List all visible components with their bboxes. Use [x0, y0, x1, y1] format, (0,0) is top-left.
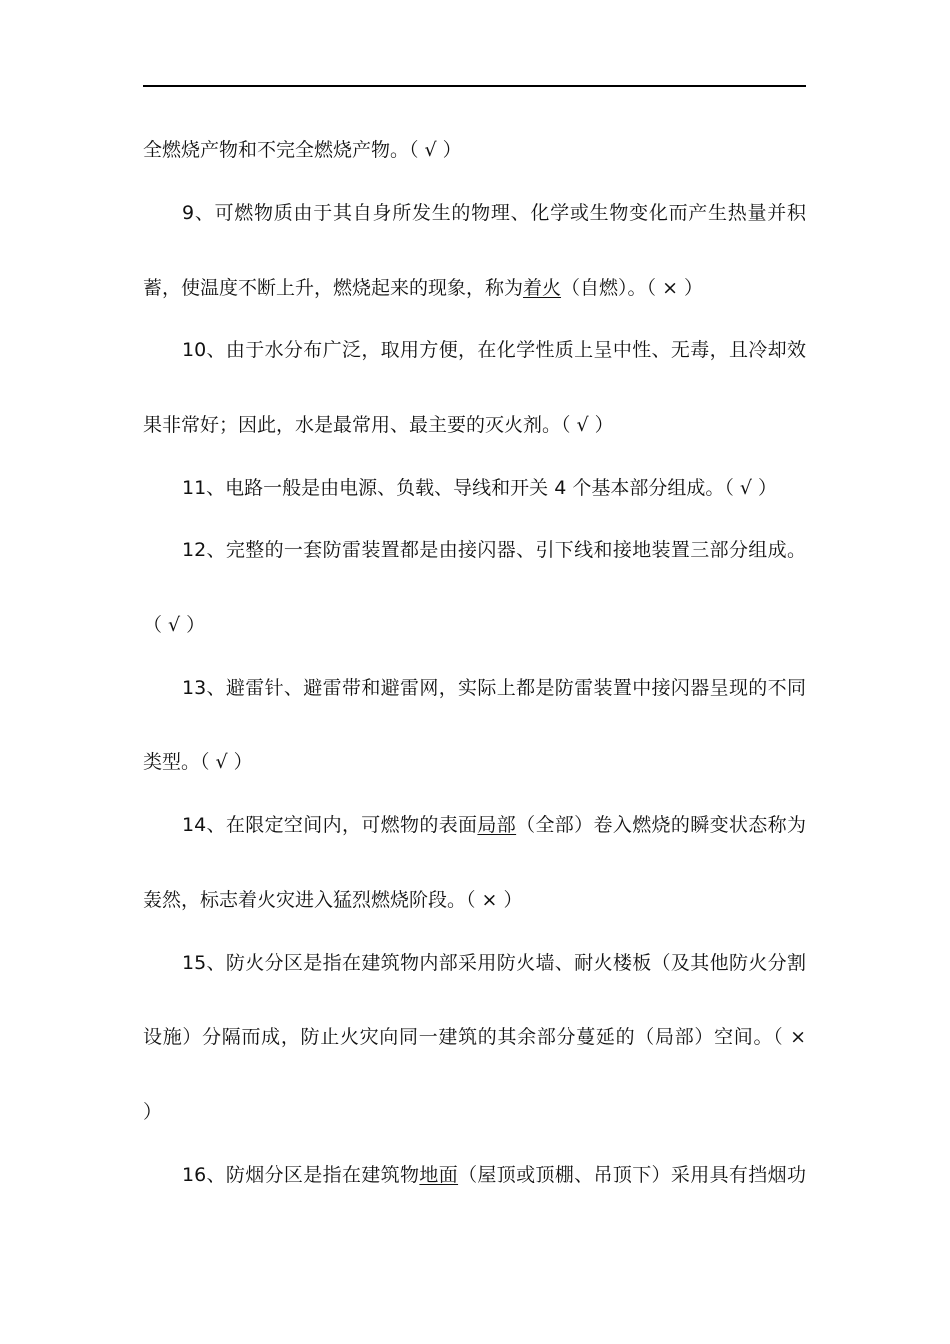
text-segment: 12、完整的一套防雷装置都是由接闪器、引下线和接地装置三部分组成。	[182, 539, 806, 561]
text-segment: 设施）分隔而成，防止火灾向同一建筑的其余部分蔓延的（局部）空间。（ ×	[143, 1026, 806, 1048]
text-line	[143, 750, 253, 774]
underlined-text: 局部	[477, 814, 517, 836]
text-segment: （屋顶或顶棚、吊顶下）采用具有挡烟功	[458, 1164, 806, 1186]
text-segment: 16、防烟分区是指在建筑物	[182, 1164, 420, 1186]
text-segment: 14、在限定空间内，可燃物的表面	[182, 814, 478, 836]
text-segment: 13、避雷针、避雷带和避雷网，实际上都是防雷装置中接闪器呈现的不同	[182, 677, 806, 699]
text-line	[182, 476, 777, 500]
underlined-text: 地面	[419, 1164, 459, 1186]
text-line	[143, 138, 462, 162]
text-line	[182, 676, 806, 700]
text-segment: 轰然，标志着火灾进入猛烈燃烧阶段。（ × ）	[143, 889, 523, 911]
text-segment: 15、防火分区是指在建筑物内部采用防火墙、耐火楼板（及其他防火分割	[182, 952, 806, 974]
text-segment: 果非常好；因此，水是最常用、最主要的灭火剂。（ √ ）	[143, 414, 614, 436]
text-segment: 蓄，使温度不断上升，燃烧起来的现象，称为	[143, 277, 524, 299]
text-segment: （ √ ）	[143, 614, 206, 636]
text-segment: 11、电路一般是由电源、负载、导线和开关 4 个基本部分组成。（ √ ）	[182, 477, 778, 499]
text-line	[143, 276, 703, 300]
text-line	[182, 1163, 806, 1187]
header-rule	[143, 85, 806, 87]
text-line	[143, 888, 523, 912]
text-line	[182, 813, 806, 837]
text-segment: 全燃烧产物和不完全燃烧产物。（ √ ）	[143, 139, 462, 161]
text-line	[143, 1100, 162, 1124]
text-segment: （自燃）。（ × ）	[561, 277, 704, 299]
text-segment: ）	[143, 1101, 163, 1123]
underlined-text: 着火	[523, 277, 562, 299]
text-line	[143, 413, 614, 437]
text-line	[143, 613, 205, 637]
text-line	[182, 201, 806, 225]
text-line	[182, 538, 806, 562]
text-line	[182, 338, 806, 362]
text-segment: 10、由于水分布广泛，取用方便，在化学性质上呈中性、无毒，且冷却效	[182, 339, 806, 361]
text-line	[182, 951, 806, 975]
text-segment: 类型。（ √ ）	[143, 751, 253, 773]
text-segment: 9、可燃物质由于其自身所发生的物理、化学或生物变化而产生热量并积	[182, 202, 806, 224]
text-segment: （全部）卷入燃烧的瞬变状态称为	[516, 814, 806, 836]
text-line	[143, 1025, 806, 1049]
